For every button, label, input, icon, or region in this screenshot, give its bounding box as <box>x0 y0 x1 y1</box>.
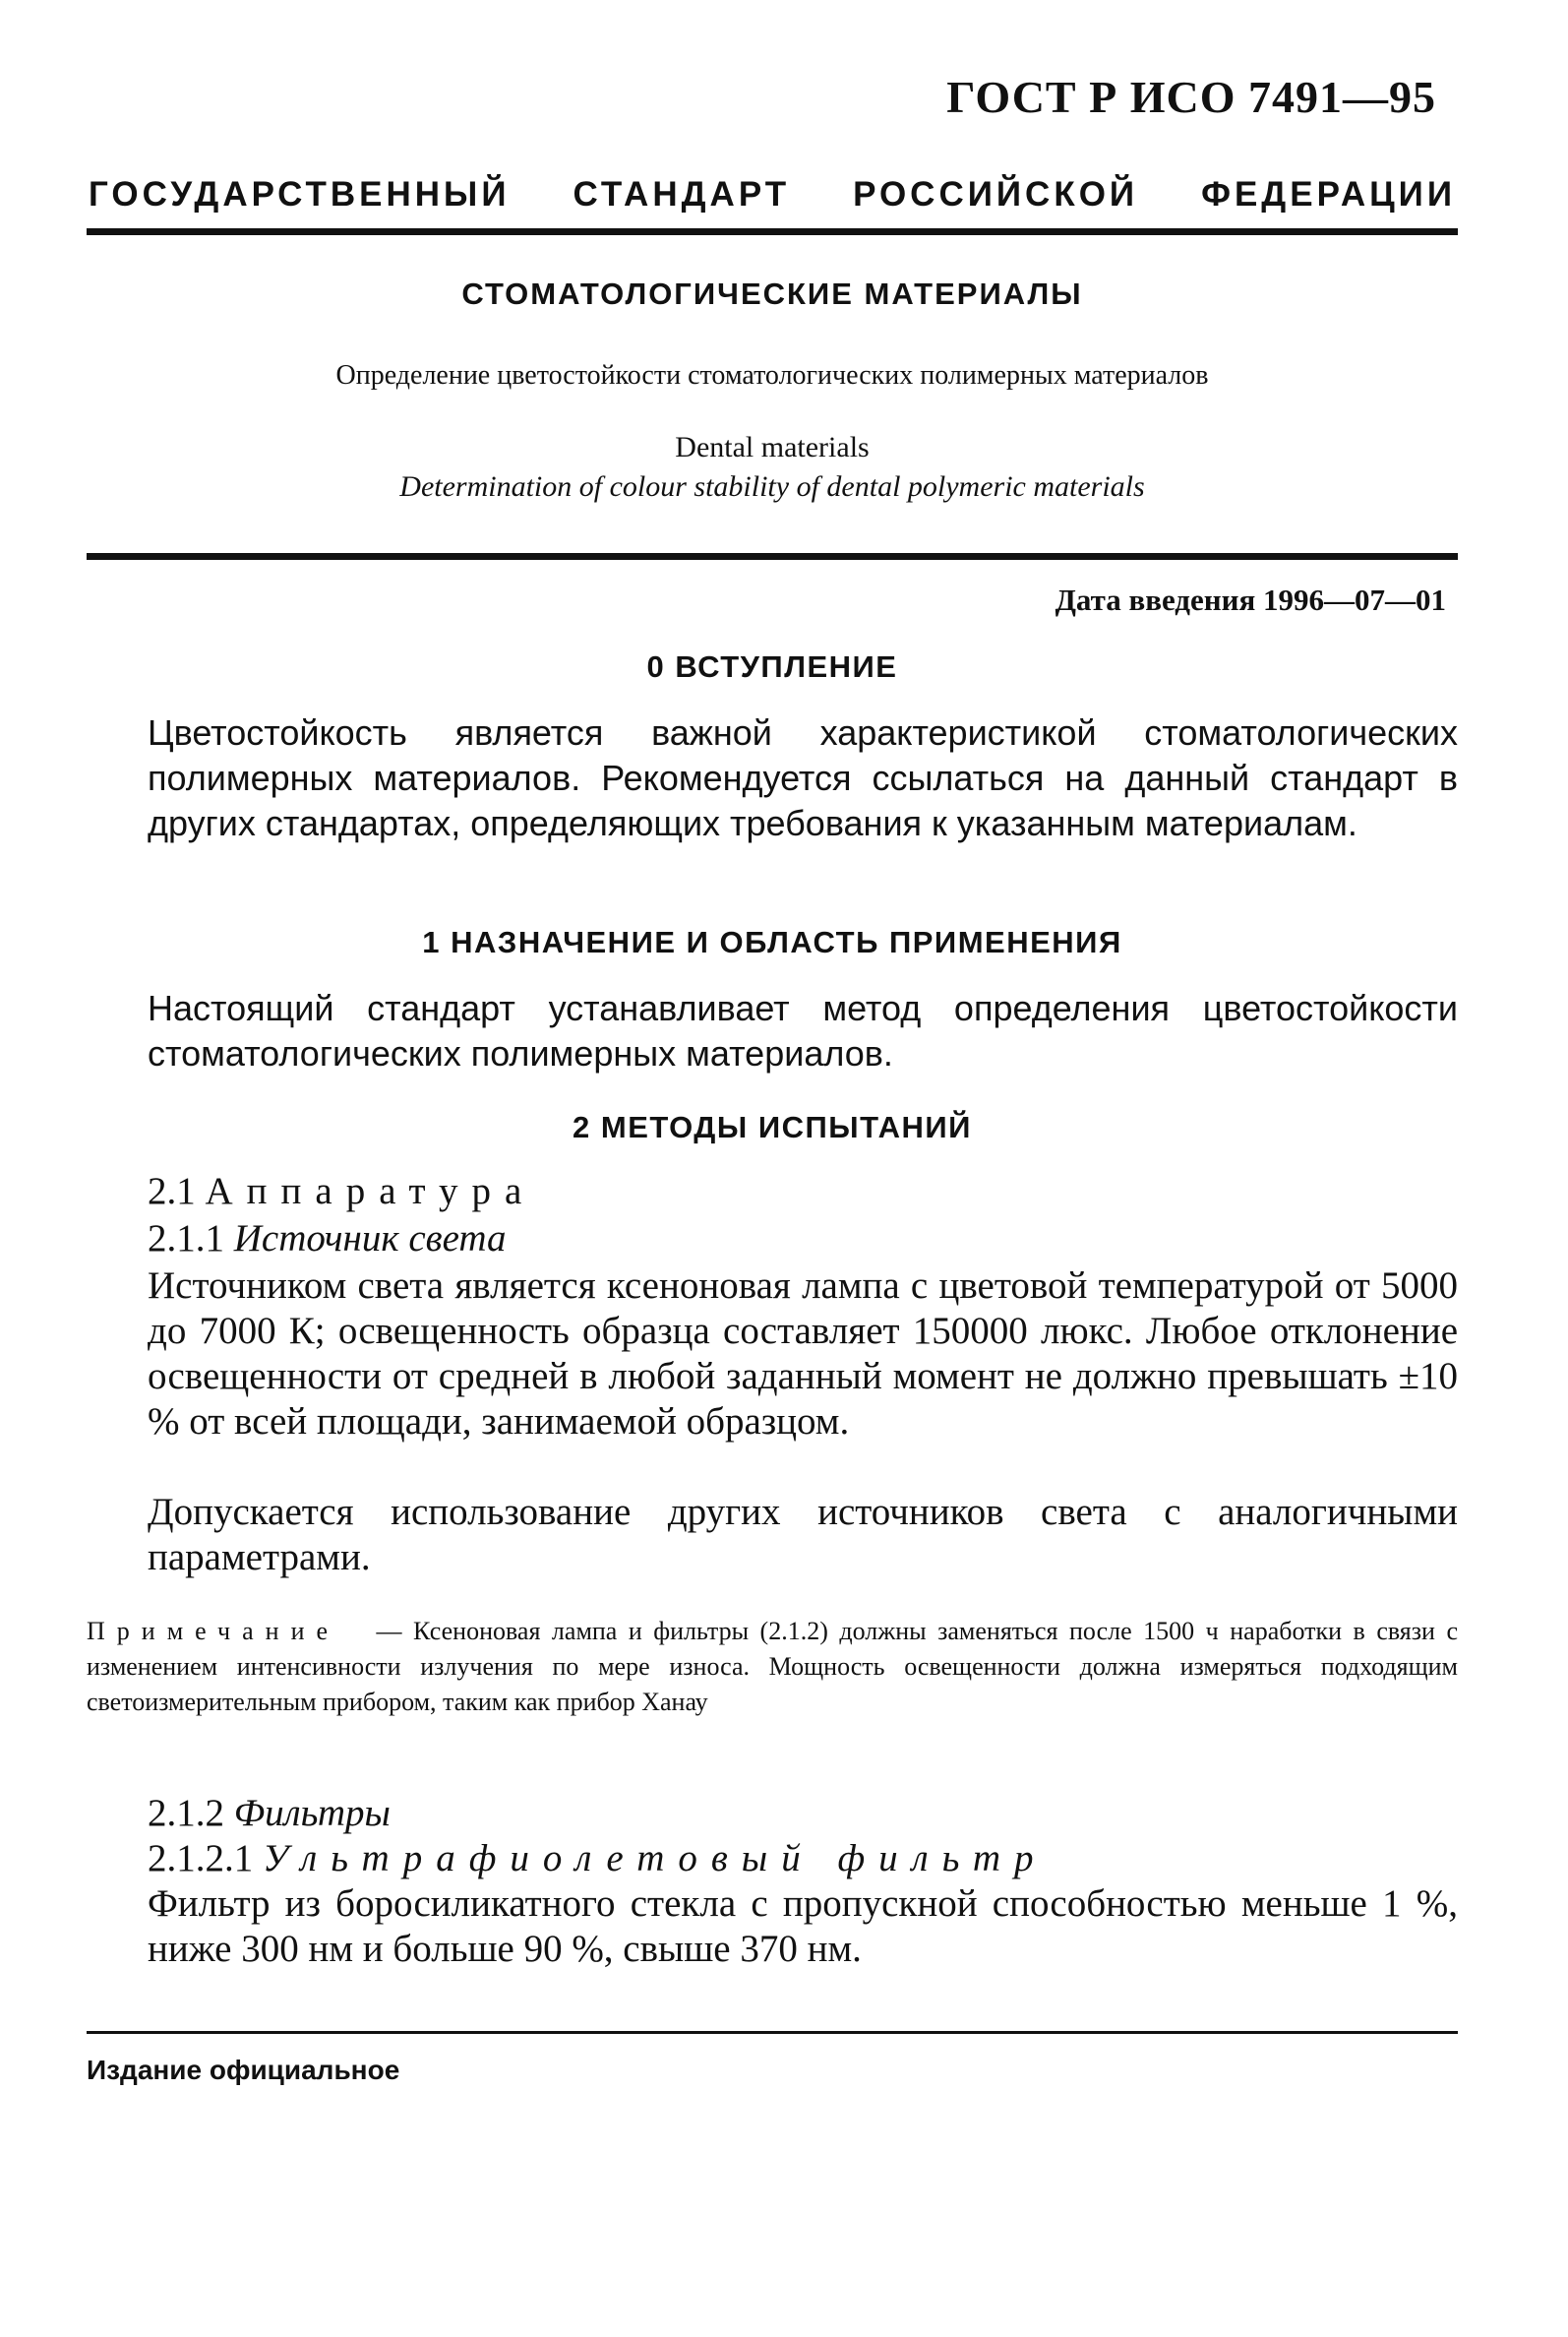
alternatives-paragraph: Допускается использование других источников света с аналогичными параметрами. <box>148 1491 1458 1578</box>
section-heading-scope: 1 НАЗНАЧЕНИЕ И ОБЛАСТЬ ПРИМЕНЕНИЯ <box>422 925 1122 959</box>
subsection-number: 2.1.2 <box>148 1792 224 1834</box>
subsection-2-1-2 <box>148 1791 391 1835</box>
subsection-2-1-2-1 <box>148 1836 1048 1880</box>
document-subtitle: Определение цветостойкости стоматологических полимерных материалов <box>335 360 1209 391</box>
uv-filter-paragraph: Фильтр из боросиликатного стекла с пропускной способностью меньше 1 %, ниже 300 нм и больше 90 %, свыше 370 нм. <box>148 1882 1458 1970</box>
subsection-number: 2.1.2.1 <box>148 1837 254 1879</box>
edition-label: Издание официальное <box>87 2055 400 2085</box>
section-heading-intro: 0 ВСТУПЛЕНИЕ <box>646 649 898 684</box>
subsection-2-1 <box>148 1169 535 1213</box>
note-block <box>87 1614 1458 1720</box>
subsection-number: 2.1.1 <box>148 1217 224 1260</box>
english-subtitle: Determination of colour stability of dental polymeric materials <box>399 470 1145 503</box>
section-heading-methods: 2 МЕТОДЫ ИСПЫТАНИЙ <box>573 1110 972 1144</box>
title-divider <box>87 553 1458 560</box>
standard-code: ГОСТ Р ИСО 7491—95 <box>946 72 1436 122</box>
english-title: Dental materials <box>675 431 870 463</box>
footer-divider <box>87 2031 1458 2034</box>
subsection-title: Аппаратура <box>205 1170 536 1212</box>
intro-paragraph: Цветостойкость является важной характеристикой стоматологических полимерных материалов. Рекомендуется ссылаться на данный стандарт в других стандартах, определяющих требования к указанным материалам. <box>148 712 1458 843</box>
scope-paragraph: Настоящий стандарт устанавливает метод определения цветостойкости стоматологических полимерных материалов. <box>148 988 1458 1074</box>
subsection-title: Ультрафиолетовый фильтр <box>263 1837 1048 1879</box>
subsection-title: Источник света <box>233 1217 507 1260</box>
introduction-date: Дата введения 1996—07—01 <box>1055 583 1446 617</box>
light-source-paragraph: Источником света является ксеноновая лампа с цветовой температурой от 5000 до 7000 К; освещенность образца составляет 150000 люкс. Любое отклонение освещенности от средней в любой заданный момент не должно превышать ±10 % от всей площади, занимаемой образцом. <box>148 1264 1458 1443</box>
header-divider <box>87 228 1458 235</box>
document-title: СТОМАТОЛОГИЧЕСКИЕ МАТЕРИАЛЫ <box>461 277 1083 311</box>
note-label: Примечание <box>87 1617 340 1645</box>
subsection-title: Фильтры <box>233 1792 391 1834</box>
subsection-2-1-1 <box>148 1216 507 1261</box>
note-text: — Ксеноновая лампа и фильтры (2.1.2) должны заменяться после 1500 ч наработки в связи с изменением интенсивности излучения по мере износа. Мощность освещенности должна измеряться подходящим светоизмерительным прибором, таким как прибор Ханау <box>87 1617 1458 1716</box>
organization-title: ГОСУДАРСТВЕННЫЙ СТАНДАРТ РОССИЙСКОЙ ФЕДЕРАЦИИ <box>89 175 1456 214</box>
subsection-number: 2.1 <box>148 1170 196 1212</box>
